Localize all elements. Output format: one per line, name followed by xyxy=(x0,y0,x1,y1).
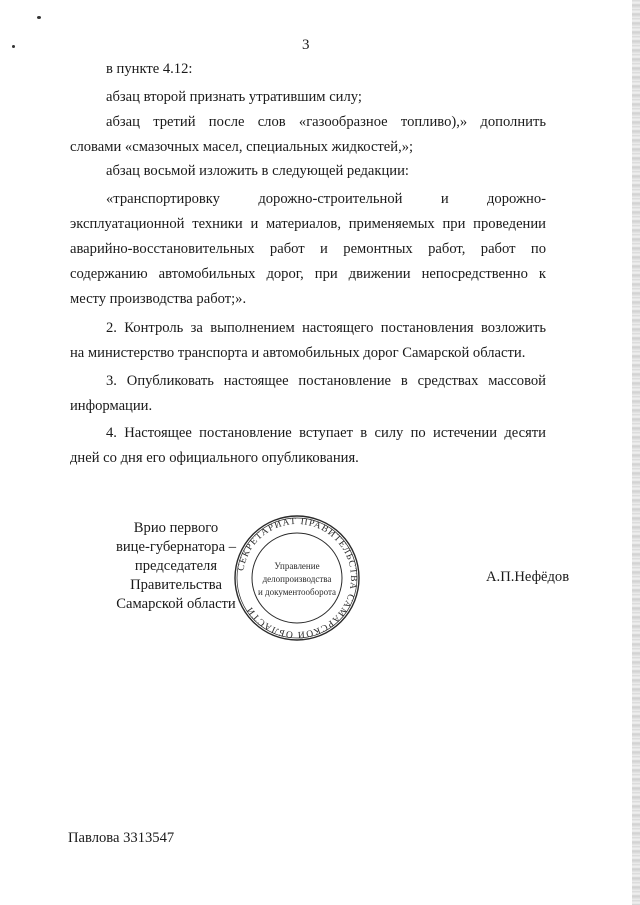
scan-speck xyxy=(37,16,41,19)
paragraph-abzac-vosmoy: абзац восьмой изложить в следующей редакции: xyxy=(106,163,409,179)
text-line: 2. Контроль за выполнением настоящего постановления возложить xyxy=(106,320,546,336)
signatory-line: Врио первого xyxy=(133,520,219,536)
text-line: месту производства работ;». xyxy=(70,291,247,307)
paragraph-abzac-tretiy xyxy=(70,110,546,160)
paragraph-point-3 xyxy=(70,369,546,419)
text-line: на министерство транспорта и автомобильных дорог Самарской области. xyxy=(70,345,526,361)
text-line: аварийно-восстановительных работ и ремонтных работ, работ по xyxy=(70,241,546,257)
stamp-ring-text: СЕКРЕТАРИАТ ПРАВИТЕЛЬСТВА САМАРСКОЙ ОБЛАСТИ xyxy=(236,516,359,640)
text-line: словами «смазочных масел, специальных жидкостей,»; xyxy=(70,139,414,155)
paragraph-point-4 xyxy=(70,421,546,471)
text-line: «транспортировку дорожно-строительной и дорожно- xyxy=(106,191,546,207)
text-line: эксплуатационной техники и материалов, применяемых при проведении xyxy=(70,216,546,232)
page-number: 3 xyxy=(302,37,310,53)
stamp-center-line: и документооборота xyxy=(257,587,337,597)
text-line: 3. Опубликовать настоящее постановление в средствах массовой xyxy=(106,373,546,389)
stamp-center-line: делопроизводства xyxy=(262,574,332,584)
signatory-name: А.П.Нефёдов xyxy=(486,569,570,585)
text-line: 4. Настоящее постановление вступает в силу по истечении десяти xyxy=(106,425,546,441)
text-line: абзац третий после слов «газообразное топливо),» дополнить xyxy=(106,114,546,130)
paragraph-item-4-12: в пункте 4.12: xyxy=(106,61,193,77)
signatory-line: Самарской области xyxy=(116,596,236,612)
executor-contact: Павлова 3313547 xyxy=(68,830,175,846)
stamp-center-line: Управление xyxy=(274,561,320,571)
paragraph-abzac-vtoroy: абзац второй признать утратившим силу; xyxy=(106,89,362,105)
scan-speck xyxy=(12,45,15,48)
paragraph-quoted-text xyxy=(70,187,546,312)
paragraph-point-2 xyxy=(70,316,546,366)
signatory-line: председателя Правительства xyxy=(130,558,222,593)
official-stamp xyxy=(232,513,362,643)
signatory-line: вице-губернатора – xyxy=(115,539,237,555)
text-line: дней со дня его официального опубликования. xyxy=(70,450,359,466)
scan-edge xyxy=(632,0,640,905)
text-line: информации. xyxy=(70,398,153,414)
text-line: содержанию автомобильных дорог, при движении непосредственно к xyxy=(70,266,546,282)
